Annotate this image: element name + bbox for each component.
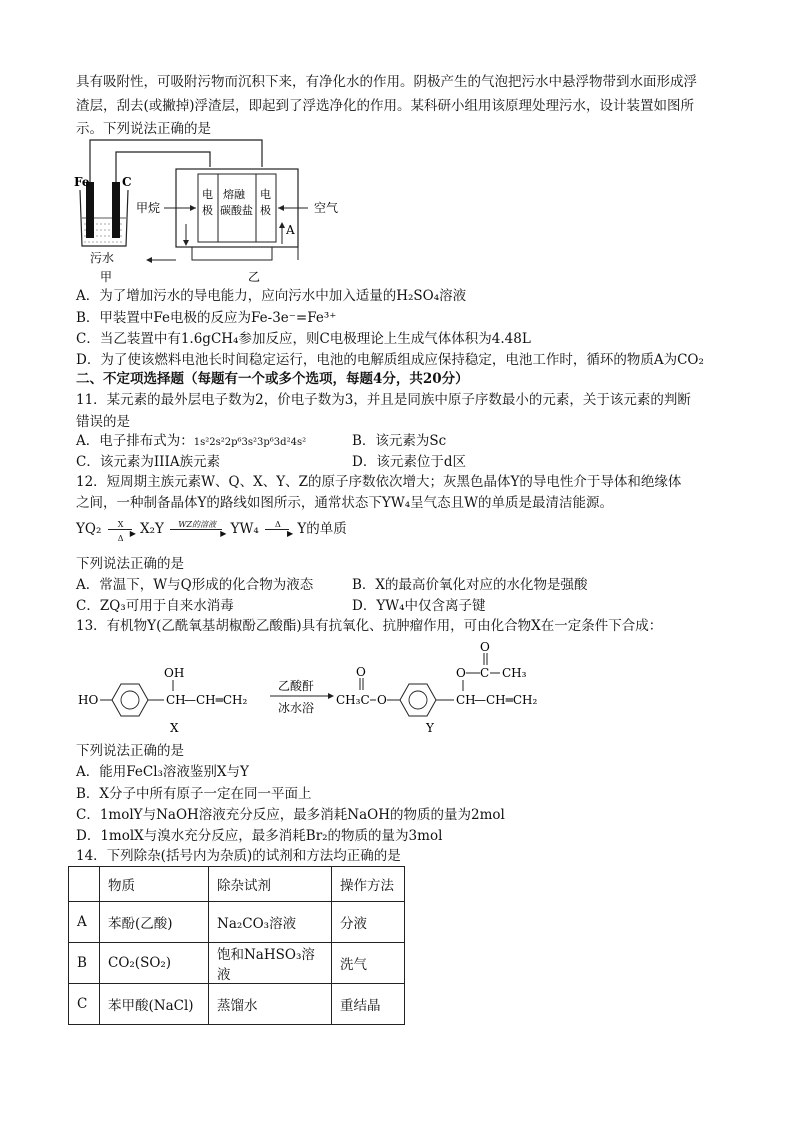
q13-ask: 下列说法正确的是 xyxy=(76,743,184,759)
electrode-right-1: 电 xyxy=(260,188,271,201)
y-upper-carbonyl-o: O xyxy=(480,640,490,654)
q12-stem-2: 之间，一种制备晶体Y的路线如图所示，通常状态下YW₄呈气态且W的单质是最清洁能源。 xyxy=(76,495,613,511)
q12-stem-1: 12．短周期主族元素W、Q、X、Y、Z的原子序数依次增大；灰黑色晶体Y的导电性介于导体和绝缘体 xyxy=(76,474,682,490)
y-ch: CH xyxy=(456,693,476,707)
table-row xyxy=(69,943,405,984)
table-header-cell: 操作方法 xyxy=(332,867,405,902)
q11-a-label: A．电子排布式为： xyxy=(76,433,194,449)
x-ho: HO xyxy=(78,693,99,707)
route-arrow-2: WZ的溶液 ▶ xyxy=(168,520,226,538)
q11-a-formula: 1s²2s²2p⁶3s²3p⁶3d²4s² xyxy=(193,437,307,448)
section-heading: 二、不定项选择题（每题有一个或多个选项，每题4分，共20分） xyxy=(76,371,469,387)
q11-option-d: D．该元素位于d区 xyxy=(352,454,466,470)
table-cell: 饱和NaHSO₃溶液 xyxy=(209,943,332,984)
q14-table xyxy=(68,866,405,1025)
q12-option-b: B．X的最高价氧化对应的水化物是强酸 xyxy=(352,577,588,593)
table-cell: 重结晶 xyxy=(332,984,405,1025)
table-row xyxy=(69,984,405,1025)
molten-label-1: 熔融 xyxy=(223,188,245,201)
q10-option-c: C．当乙装置中有1.6gCH₄参加反应，则C电极理论上生成气体体积为4.48L xyxy=(76,331,531,347)
route-arrow-1: X ▶ Δ xyxy=(106,520,136,538)
c-label: C xyxy=(122,175,132,189)
intro-line-3: 示。下列说法正确的是 xyxy=(76,121,211,137)
intro-line-1: 具有吸附性，可吸附污物而沉积下来，有净化水的作用。阴极产生的气泡把污水中悬浮物带到水面形成浮 xyxy=(76,74,697,90)
c-electrode xyxy=(112,182,120,238)
q12-option-c: C．ZQ₃可用于自来水消毒 xyxy=(76,598,234,614)
q10-option-d: D．为了使该燃料电池长时间稳定运行，电池的电解质组成应保持稳定，电池工作时，循环的物质A为CO₂ xyxy=(76,352,704,368)
q12-option-a: A．常温下，W与Q形成的化合物为液态 xyxy=(76,577,314,593)
q10-option-a: A．为了增加污水的导电能力，应向污水中加入适量的H₂SO₄溶液 xyxy=(76,288,467,304)
arrow-1-bottom: Δ xyxy=(117,534,124,543)
y-label: Y xyxy=(426,721,434,735)
q13-stem: 13．有机物Y(乙酰氧基胡椒酚乙酸酯)具有抗氧化、抗肿瘤作用，可由化合物X在一定条件下合成： xyxy=(76,618,663,634)
q10-option-b: B．甲装置中Fe电极的反应为Fe-3e⁻=Fe³⁺ xyxy=(76,310,337,326)
q11-option-b: B．该元素为Sc xyxy=(352,433,447,449)
table-cell: Na₂CO₃溶液 xyxy=(209,902,332,943)
table-cell: 洗气 xyxy=(332,943,405,984)
table-cell: A xyxy=(69,902,100,943)
reagent-ice-bath: 冰水浴 xyxy=(278,701,315,715)
q13-option-d: D．1molX与溴水充分反应，最多消耗Br₂的物质的量为3mol xyxy=(76,828,443,844)
q14-stem: 14．下列除杂(括号内为杂质)的试剂和方法均正确的是 xyxy=(76,848,401,864)
table-cell: B xyxy=(69,943,100,984)
table-cell: 分液 xyxy=(332,902,405,943)
route-x2y: X₂Y xyxy=(140,521,164,537)
q12-synthesis-route xyxy=(76,520,347,543)
q13-option-a: A．能用FeCl₃溶液鉴别X与Y xyxy=(76,764,249,780)
table-cell: 苯酚(乙酸) xyxy=(100,902,209,943)
route-yq2: YQ₂ xyxy=(76,521,102,537)
arrow-1-top: X xyxy=(117,520,124,529)
route-arrow-3: Δ ▶ xyxy=(263,520,293,538)
y-carbonyl-o: O xyxy=(356,665,366,679)
q13-reaction-scheme xyxy=(70,636,570,736)
q11-stem-1: 11．某元素的最外层电子数为2，价电子数为3，并且是同族中原子序数最小的元素，关于该元素的判断 xyxy=(76,392,691,408)
table-cell: 蒸馏水 xyxy=(209,984,332,1025)
table-row xyxy=(69,902,405,943)
q12-option-d: D．YW₄中仅含离子键 xyxy=(352,598,486,614)
molten-label-2: 碳酸盐 xyxy=(220,204,253,217)
water-label: 污水 xyxy=(90,251,115,265)
table-cell: 苯甲酸(NaCl) xyxy=(100,984,209,1025)
x-label: X xyxy=(170,721,179,735)
y-ch3c: CH₃C xyxy=(336,693,370,707)
q13-option-c: C．1molY与NaOH溶液充分反应，最多消耗NaOH的物质的量为2mol xyxy=(76,807,505,823)
y-vinyl: —CH═CH₂ xyxy=(474,693,538,707)
reagent-anhydride: 乙酸酐 xyxy=(278,679,315,693)
y-upper-o: O xyxy=(456,666,466,680)
electrolysis-fuel-cell-figure xyxy=(70,136,370,286)
q11-stem-2: 错误的是 xyxy=(76,414,130,430)
table-cell: C xyxy=(69,984,100,1025)
arrow-3-top: Δ xyxy=(275,520,281,529)
methane-label: 甲烷 xyxy=(136,201,161,215)
fe-label: Fe xyxy=(74,175,90,189)
electrode-right-2: 极 xyxy=(260,204,271,217)
a-label: A xyxy=(286,223,295,237)
table-header-cell: 物质 xyxy=(100,867,209,902)
jia-label: 甲 xyxy=(100,270,113,284)
table-header-row xyxy=(69,867,405,902)
y-ester-o: O xyxy=(377,693,387,707)
y-upper-c: C xyxy=(480,666,490,680)
electrode-left-1: 电 xyxy=(202,188,213,201)
table-header-cell: 除杂试剂 xyxy=(209,867,332,902)
air-label: 空气 xyxy=(314,201,339,215)
x-oh: OH xyxy=(164,666,185,680)
yi-label: 乙 xyxy=(248,270,261,284)
fe-electrode xyxy=(86,182,94,238)
intro-line-2: 渣层，刮去(或撇掉)浮渣层，即起到了浮选净化的作用。某科研小组用该原理处理污水，设计装置如图所 xyxy=(76,98,695,114)
y-ch3: CH₃ xyxy=(502,666,527,680)
x-ch: CH xyxy=(166,693,186,707)
q12-ask: 下列说法正确的是 xyxy=(76,556,184,572)
y-benzene-ring xyxy=(400,684,436,716)
arrow-2-top: WZ的溶液 xyxy=(178,520,217,529)
q11-option-c: C．该元素为IIIA族元素 xyxy=(76,454,221,470)
x-benzene-ring xyxy=(112,684,148,716)
table-cell: CO₂(SO₂) xyxy=(100,943,209,984)
route-yw4: YW₄ xyxy=(230,521,259,537)
electrode-left-2: 极 xyxy=(202,204,213,217)
q13-option-b: B．X分子中所有原子一定在同一平面上 xyxy=(76,786,312,802)
x-vinyl: —CH═CH₂ xyxy=(184,693,248,707)
table-header-cell xyxy=(69,867,100,902)
q11-option-a xyxy=(76,432,306,452)
route-y-product: Y的单质 xyxy=(297,521,347,537)
